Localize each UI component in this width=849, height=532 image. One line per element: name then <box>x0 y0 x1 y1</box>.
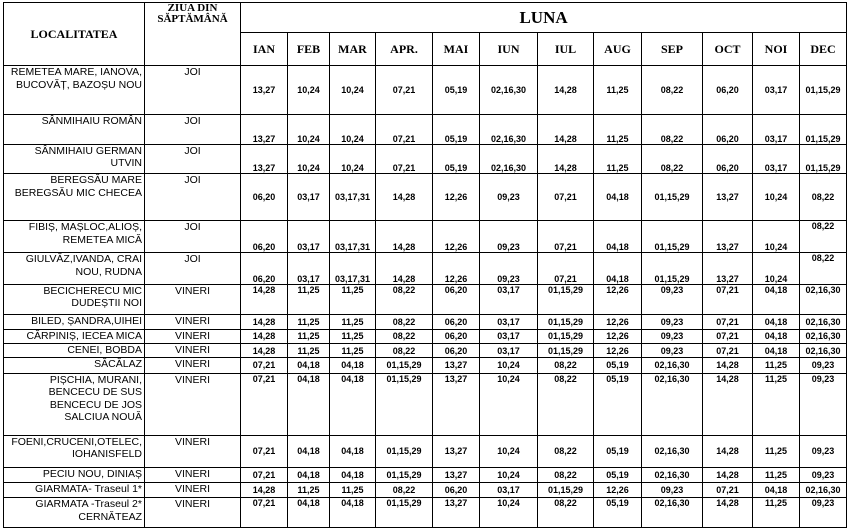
date-cell: 04,18 <box>753 284 800 315</box>
date-cell: 14,28 <box>703 435 753 467</box>
date-cell: 01,15,29 <box>800 66 847 115</box>
month-header: AUG <box>594 33 642 66</box>
date-cell: 12,26 <box>594 329 642 343</box>
date-cell: 05,19 <box>433 66 480 115</box>
date-cell: 14,28 <box>241 343 288 357</box>
date-cell: 01,15,29 <box>376 498 433 528</box>
month-header: FEB <box>288 33 330 66</box>
date-cell: 04,18 <box>330 467 376 482</box>
locality-cell: SÂNMIHAIU ROMÂN <box>4 115 145 145</box>
date-cell: 05,19 <box>594 435 642 467</box>
date-cell: 04,18 <box>330 358 376 373</box>
date-cell: 07,21 <box>241 373 288 435</box>
locality-cell: PECIU NOU, DINIAȘ <box>4 467 145 482</box>
date-cell: 03,17 <box>288 253 330 285</box>
date-cell: 01,15,29 <box>376 358 433 373</box>
date-cell: 02,16,30 <box>800 284 847 315</box>
date-cell: 13,27 <box>433 373 480 435</box>
date-cell: 07,21 <box>703 284 753 315</box>
date-cell: 01,15,29 <box>538 329 594 343</box>
date-cell: 10,24 <box>330 144 376 174</box>
date-cell: 09,23 <box>480 174 538 221</box>
date-cell: 14,28 <box>703 358 753 373</box>
locality-cell: FOENI,CRUCENI,OTELEC, IOHANISFELD <box>4 435 145 467</box>
date-cell: 11,25 <box>753 373 800 435</box>
date-cell: 11,25 <box>330 315 376 329</box>
date-cell: 10,24 <box>753 221 800 253</box>
locality-header: LOCALITATEA <box>4 3 145 66</box>
weekday-cell: JOI <box>145 253 241 285</box>
date-cell: 02,16,30 <box>642 435 703 467</box>
date-cell: 01,15,29 <box>642 221 703 253</box>
date-cell: 03,17,31 <box>330 221 376 253</box>
date-cell: 04,18 <box>594 174 642 221</box>
date-cell: 08,22 <box>642 115 703 145</box>
date-cell: 06,20 <box>433 315 480 329</box>
date-cell: 02,16,30 <box>642 373 703 435</box>
date-cell: 05,19 <box>433 144 480 174</box>
date-cell: 13,27 <box>241 144 288 174</box>
date-cell: 14,28 <box>376 253 433 285</box>
date-cell: 03,17 <box>288 221 330 253</box>
locality-cell: GIARMATA -Traseul 2* CERNĂTEAZ <box>4 498 145 528</box>
date-cell: 07,21 <box>538 221 594 253</box>
date-cell: 11,25 <box>288 343 330 357</box>
date-cell: 02,16,30 <box>642 498 703 528</box>
date-cell: 02,16,30 <box>800 315 847 329</box>
table-row <box>4 144 847 174</box>
date-cell: 01,15,29 <box>642 174 703 221</box>
date-cell: 04,18 <box>330 373 376 435</box>
date-cell: 08,22 <box>800 174 847 221</box>
date-cell: 12,26 <box>433 174 480 221</box>
locality-cell: PIȘCHIA, MURANI, BENCECU DE SUS BENCECU DE JOS SALCIUA NOUĂ <box>4 373 145 435</box>
month-header: IUN <box>480 33 538 66</box>
date-cell: 12,26 <box>433 221 480 253</box>
date-cell: 09,23 <box>642 329 703 343</box>
date-cell: 11,25 <box>753 435 800 467</box>
month-header: MAR <box>330 33 376 66</box>
date-cell: 07,21 <box>241 498 288 528</box>
date-cell: 03,17,31 <box>330 253 376 285</box>
date-cell: 02,16,30 <box>480 144 538 174</box>
date-cell: 13,27 <box>433 435 480 467</box>
month-header: APR. <box>376 33 433 66</box>
date-cell: 14,28 <box>538 144 594 174</box>
date-cell: 08,22 <box>376 315 433 329</box>
weekday-cell: VINERI <box>145 358 241 373</box>
date-cell: 09,23 <box>480 221 538 253</box>
date-cell: 14,28 <box>703 373 753 435</box>
date-cell: 05,19 <box>594 498 642 528</box>
date-cell: 02,16,30 <box>800 329 847 343</box>
date-cell: 08,22 <box>376 482 433 497</box>
month-header: IUL <box>538 33 594 66</box>
date-cell: 02,16,30 <box>480 66 538 115</box>
date-cell: 11,25 <box>594 144 642 174</box>
month-group-header: LUNA <box>241 3 847 33</box>
locality-cell: BILED, ȘANDRA,UIHEI <box>4 315 145 329</box>
weekday-cell: VINERI <box>145 467 241 482</box>
date-cell: 14,28 <box>241 315 288 329</box>
date-cell: 06,20 <box>433 329 480 343</box>
date-cell: 03,17,31 <box>330 174 376 221</box>
date-cell: 02,16,30 <box>480 115 538 145</box>
date-cell: 14,28 <box>538 66 594 115</box>
date-cell: 08,22 <box>538 358 594 373</box>
table-row <box>4 253 847 285</box>
weekday-cell: VINERI <box>145 498 241 528</box>
date-cell: 01,15,29 <box>376 435 433 467</box>
date-cell: 08,22 <box>800 221 847 253</box>
date-cell: 04,18 <box>753 343 800 357</box>
date-cell: 01,15,29 <box>800 115 847 145</box>
date-cell: 07,21 <box>241 358 288 373</box>
date-cell: 07,21 <box>703 482 753 497</box>
date-cell: 14,28 <box>241 284 288 315</box>
date-cell: 09,23 <box>800 435 847 467</box>
date-cell: 13,27 <box>703 174 753 221</box>
date-cell: 07,21 <box>703 329 753 343</box>
date-cell: 01,15,29 <box>800 144 847 174</box>
date-cell: 14,28 <box>376 221 433 253</box>
date-cell: 04,18 <box>753 482 800 497</box>
date-cell: 04,18 <box>594 221 642 253</box>
date-cell: 05,19 <box>594 373 642 435</box>
date-cell: 08,22 <box>642 66 703 115</box>
date-cell: 08,22 <box>538 373 594 435</box>
date-cell: 09,23 <box>800 467 847 482</box>
date-cell: 05,19 <box>433 115 480 145</box>
date-cell: 07,21 <box>538 174 594 221</box>
date-cell: 01,15,29 <box>538 482 594 497</box>
weekday-cell: JOI <box>145 221 241 253</box>
date-cell: 07,21 <box>241 467 288 482</box>
date-cell: 03,17 <box>753 115 800 145</box>
weekday-cell: VINERI <box>145 435 241 467</box>
month-header: MAI <box>433 33 480 66</box>
table-row <box>4 315 847 329</box>
date-cell: 12,26 <box>594 482 642 497</box>
weekday-cell: JOI <box>145 144 241 174</box>
table-row <box>4 284 847 315</box>
locality-cell: BECICHERECU MIC DUDEȘTII NOI <box>4 284 145 315</box>
date-cell: 13,27 <box>703 253 753 285</box>
date-cell: 07,21 <box>703 343 753 357</box>
date-cell: 13,27 <box>241 66 288 115</box>
locality-cell: FIBIȘ, MAȘLOC,ALIOȘ, REMETEA MICĂ <box>4 221 145 253</box>
date-cell: 08,22 <box>538 435 594 467</box>
date-cell: 13,27 <box>433 467 480 482</box>
date-cell: 14,28 <box>538 115 594 145</box>
date-cell: 06,20 <box>703 115 753 145</box>
locality-cell: GIULVĂZ,IVANDA, CRAI NOU, RUDNA <box>4 253 145 285</box>
date-cell: 01,15,29 <box>376 373 433 435</box>
weekday-header <box>145 3 241 66</box>
date-cell: 06,20 <box>703 66 753 115</box>
date-cell: 01,15,29 <box>642 253 703 285</box>
date-cell: 11,25 <box>594 66 642 115</box>
date-cell: 09,23 <box>800 358 847 373</box>
weekday-header-line-1: ZIUA DIN <box>167 2 218 14</box>
date-cell: 08,22 <box>800 253 847 285</box>
date-cell: 05,19 <box>594 467 642 482</box>
date-cell: 12,26 <box>433 253 480 285</box>
date-cell: 10,24 <box>480 435 538 467</box>
date-cell: 04,18 <box>330 498 376 528</box>
locality-cell: CĂRPINIȘ, IECEA MICA <box>4 329 145 343</box>
date-cell: 09,23 <box>480 253 538 285</box>
date-cell: 10,24 <box>330 66 376 115</box>
date-cell: 10,24 <box>753 253 800 285</box>
date-cell: 06,20 <box>433 343 480 357</box>
date-cell: 07,21 <box>538 253 594 285</box>
date-cell: 09,23 <box>642 315 703 329</box>
date-cell: 02,16,30 <box>642 467 703 482</box>
date-cell: 14,28 <box>703 498 753 528</box>
date-cell: 07,21 <box>376 144 433 174</box>
weekday-cell: VINERI <box>145 284 241 315</box>
date-cell: 09,23 <box>642 482 703 497</box>
date-cell: 11,25 <box>288 482 330 497</box>
date-cell: 08,22 <box>538 498 594 528</box>
locality-cell: BEREGSĂU MARE BEREGSĂU MIC CHECEA <box>4 174 145 221</box>
date-cell: 11,25 <box>288 329 330 343</box>
date-cell: 02,16,30 <box>800 482 847 497</box>
table-row <box>4 467 847 482</box>
date-cell: 11,25 <box>594 115 642 145</box>
date-cell: 04,18 <box>288 358 330 373</box>
date-cell: 10,24 <box>753 174 800 221</box>
date-cell: 10,24 <box>480 373 538 435</box>
date-cell: 11,25 <box>330 284 376 315</box>
date-cell: 11,25 <box>753 498 800 528</box>
date-cell: 03,17 <box>480 329 538 343</box>
date-cell: 09,23 <box>800 498 847 528</box>
table-row <box>4 343 847 357</box>
date-cell: 03,17 <box>288 174 330 221</box>
date-cell: 10,24 <box>288 66 330 115</box>
date-cell: 12,26 <box>594 343 642 357</box>
locality-cell: SĂCĂLAZ <box>4 358 145 373</box>
weekday-cell: VINERI <box>145 329 241 343</box>
date-cell: 10,24 <box>480 467 538 482</box>
date-cell: 11,25 <box>288 284 330 315</box>
date-cell: 13,27 <box>433 358 480 373</box>
date-cell: 01,15,29 <box>538 343 594 357</box>
table-row <box>4 66 847 115</box>
table-row <box>4 221 847 253</box>
date-cell: 03,17 <box>753 144 800 174</box>
date-cell: 01,15,29 <box>538 284 594 315</box>
table-row <box>4 358 847 373</box>
date-cell: 11,25 <box>753 358 800 373</box>
date-cell: 10,24 <box>480 498 538 528</box>
date-cell: 02,16,30 <box>800 343 847 357</box>
weekday-cell: JOI <box>145 66 241 115</box>
date-cell: 12,26 <box>594 315 642 329</box>
date-cell: 01,15,29 <box>538 315 594 329</box>
date-cell: 04,18 <box>288 435 330 467</box>
weekday-header-line-2: SĂPTĂMÂNĂ <box>157 13 228 25</box>
date-cell: 07,21 <box>241 435 288 467</box>
date-cell: 03,17 <box>480 482 538 497</box>
weekday-cell: JOI <box>145 174 241 221</box>
date-cell: 08,22 <box>538 467 594 482</box>
table-row <box>4 435 847 467</box>
date-cell: 06,20 <box>241 174 288 221</box>
table-row <box>4 174 847 221</box>
date-cell: 13,27 <box>241 115 288 145</box>
table-row <box>4 498 847 528</box>
date-cell: 03,17 <box>480 284 538 315</box>
date-cell: 05,19 <box>594 358 642 373</box>
date-cell: 04,18 <box>594 253 642 285</box>
locality-cell: GIARMATA- Traseul 1* <box>4 482 145 497</box>
date-cell: 06,20 <box>703 144 753 174</box>
date-cell: 10,24 <box>330 115 376 145</box>
collection-schedule-table <box>3 2 847 528</box>
locality-cell: REMETEA MARE, IANOVA, BUCOVĂȚ, BAZOȘU NOU <box>4 66 145 115</box>
date-cell: 07,21 <box>703 315 753 329</box>
month-header: NOI <box>753 33 800 66</box>
locality-cell: SÂNMIHAIU GERMAN UTVIN <box>4 144 145 174</box>
date-cell: 06,20 <box>433 482 480 497</box>
weekday-cell: VINERI <box>145 315 241 329</box>
date-cell: 09,23 <box>642 343 703 357</box>
date-cell: 14,28 <box>241 329 288 343</box>
locality-cell: CENEI, BOBDA <box>4 343 145 357</box>
date-cell: 11,25 <box>753 467 800 482</box>
date-cell: 03,17 <box>480 343 538 357</box>
date-cell: 06,20 <box>433 284 480 315</box>
table-row <box>4 115 847 145</box>
weekday-cell: JOI <box>145 115 241 145</box>
date-cell: 06,20 <box>241 221 288 253</box>
table-row <box>4 329 847 343</box>
date-cell: 14,28 <box>241 482 288 497</box>
date-cell: 01,15,29 <box>376 467 433 482</box>
date-cell: 14,28 <box>703 467 753 482</box>
date-cell: 12,26 <box>594 284 642 315</box>
date-cell: 08,22 <box>376 284 433 315</box>
month-header: OCT <box>703 33 753 66</box>
date-cell: 04,18 <box>330 435 376 467</box>
date-cell: 10,24 <box>288 115 330 145</box>
date-cell: 04,18 <box>288 467 330 482</box>
date-cell: 08,22 <box>376 343 433 357</box>
date-cell: 04,18 <box>753 329 800 343</box>
weekday-cell: VINERI <box>145 373 241 435</box>
weekday-cell: VINERI <box>145 482 241 497</box>
date-cell: 10,24 <box>480 358 538 373</box>
date-cell: 03,17 <box>753 66 800 115</box>
date-cell: 09,23 <box>642 284 703 315</box>
date-cell: 09,23 <box>800 373 847 435</box>
date-cell: 08,22 <box>642 144 703 174</box>
date-cell: 06,20 <box>241 253 288 285</box>
date-cell: 10,24 <box>288 144 330 174</box>
date-cell: 13,27 <box>433 498 480 528</box>
date-cell: 04,18 <box>753 315 800 329</box>
month-header: IAN <box>241 33 288 66</box>
date-cell: 04,18 <box>288 498 330 528</box>
table-row <box>4 373 847 435</box>
date-cell: 03,17 <box>480 315 538 329</box>
date-cell: 14,28 <box>376 174 433 221</box>
month-header: SEP <box>642 33 703 66</box>
date-cell: 11,25 <box>330 329 376 343</box>
weekday-cell: VINERI <box>145 343 241 357</box>
date-cell: 11,25 <box>330 343 376 357</box>
date-cell: 07,21 <box>376 66 433 115</box>
month-header: DEC <box>800 33 847 66</box>
date-cell: 11,25 <box>288 315 330 329</box>
date-cell: 08,22 <box>376 329 433 343</box>
date-cell: 02,16,30 <box>642 358 703 373</box>
table-row <box>4 482 847 497</box>
date-cell: 04,18 <box>288 373 330 435</box>
date-cell: 13,27 <box>703 221 753 253</box>
date-cell: 07,21 <box>376 115 433 145</box>
date-cell: 11,25 <box>330 482 376 497</box>
